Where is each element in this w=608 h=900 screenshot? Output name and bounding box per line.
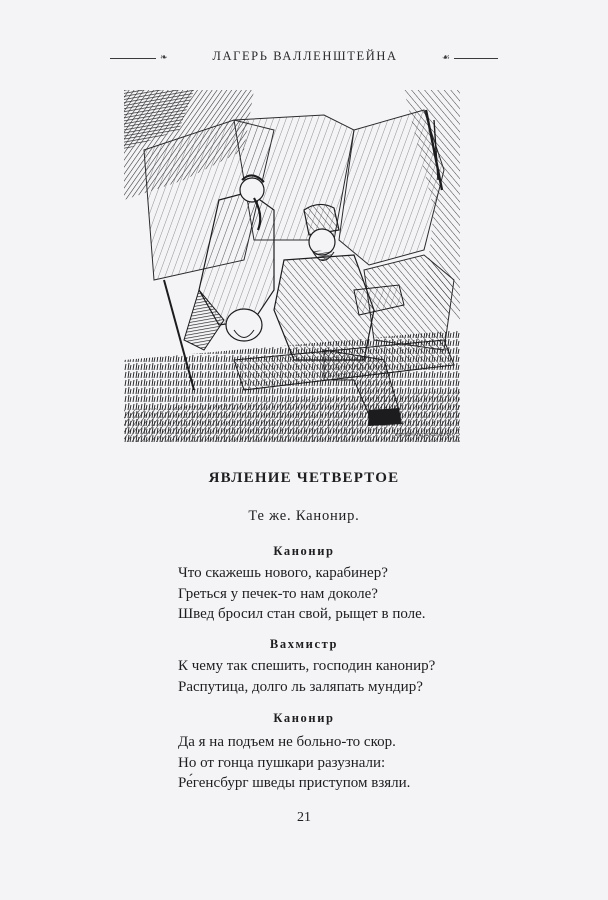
verse-block bbox=[178, 732, 498, 794]
scene-title: ЯВЛЕНИЕ ЧЕТВЕРТОЕ bbox=[208, 470, 400, 486]
speaker-name: Вахмистр bbox=[269, 637, 339, 651]
engraving-illustration bbox=[124, 90, 460, 442]
speaker-name: Канонир bbox=[273, 544, 335, 558]
verse-line: Швед бросил стан свой, рыщет в поле. bbox=[178, 606, 426, 622]
page-number: 21 bbox=[297, 810, 311, 825]
scene-stage-direction: Те же. Канонир. bbox=[248, 508, 360, 524]
header-ornament-left-icon: ❧ bbox=[160, 53, 168, 63]
verse-block bbox=[178, 563, 498, 625]
running-header-title: ЛАГЕРЬ ВАЛЛЕНШТЕЙНА bbox=[212, 49, 398, 63]
speaker-name: Канонир bbox=[273, 711, 335, 725]
verse-block bbox=[178, 656, 498, 697]
header-ornament-right-icon: ☙ bbox=[441, 53, 450, 63]
verse-line: Ре́генсбург шведы приступом взяли. bbox=[178, 775, 411, 791]
verse-line: Но от гонца пушкари разузнали: bbox=[178, 754, 386, 771]
verse-line: Распутица, долго ль заляпать мундир? bbox=[178, 678, 423, 695]
verse-line: Греться у печек-то нам доколе? bbox=[178, 585, 378, 602]
engraving-soldiers-at-camp bbox=[124, 90, 460, 442]
verse-line: Да я на подъем не больно-то скор. bbox=[178, 734, 396, 750]
verse-line: К чему так спешить, господин канонир? bbox=[178, 658, 436, 674]
running-header bbox=[110, 48, 498, 68]
engraving-signature: ФЕРДИНАНД ШАГОМЕРЕН bbox=[394, 432, 454, 437]
header-rule-right bbox=[454, 58, 498, 59]
verse-line: Что скажешь нового, карабинер? bbox=[178, 565, 388, 581]
header-rule-left bbox=[110, 58, 156, 59]
